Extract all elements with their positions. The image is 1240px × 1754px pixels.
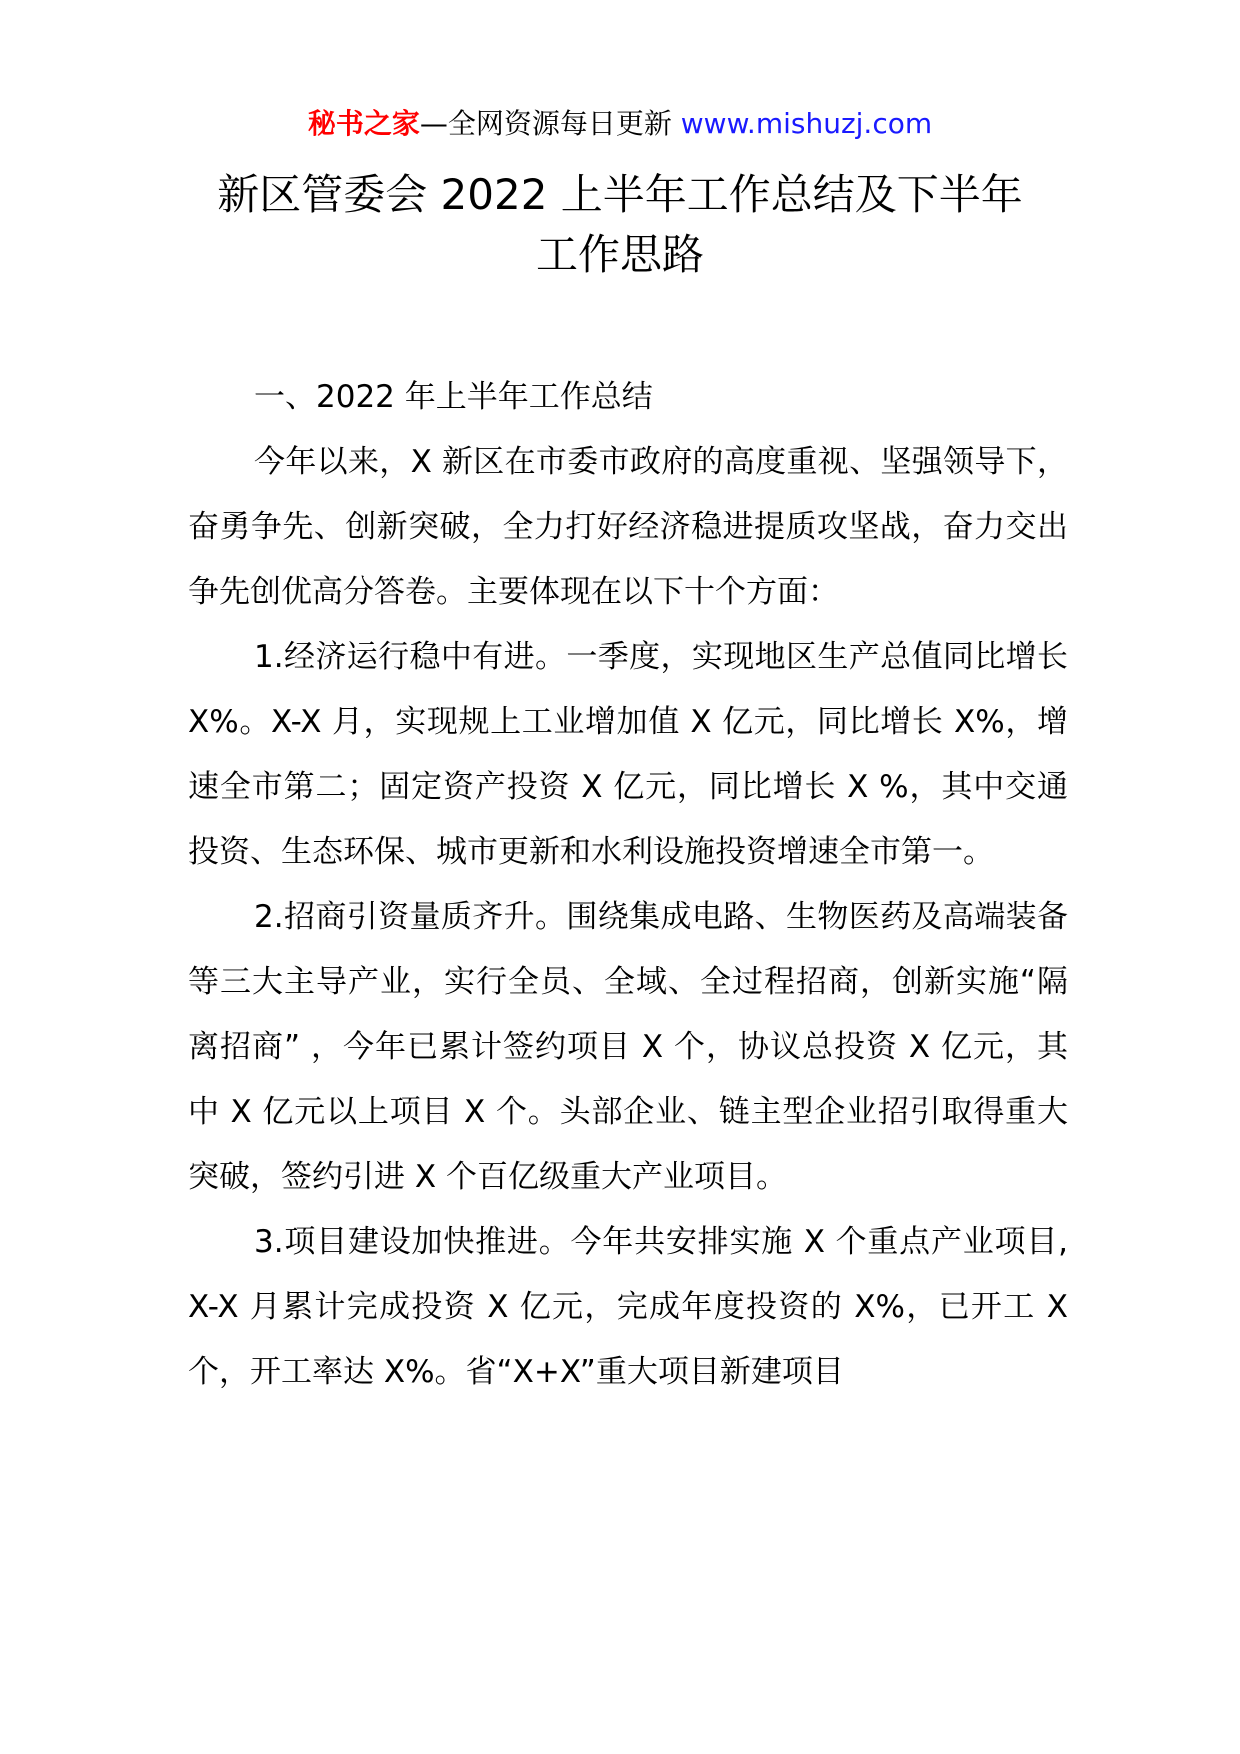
document-title — [150, 165, 1090, 285]
title-line-1: 新区管委会 2022 上半年工作总结及下半年 — [217, 170, 1023, 219]
header-url-link[interactable]: www.mishuzj.com — [680, 107, 933, 140]
header-tagline: —全网资源每日更新 — [419, 107, 681, 140]
document-body — [188, 365, 1068, 1405]
section-heading: 一、2022 年上半年工作总结 — [254, 379, 653, 415]
brand-name: 秘书之家 — [307, 107, 420, 140]
site-header — [0, 104, 1240, 144]
title-line-2: 工作思路 — [535, 230, 704, 279]
paragraph-item-3: 3.项目建设加快推进。今年共安排实施 X 个重点产业项目,X-X 月累计完成投资 X 亿元，完成年度投资的 X%，已开工 X 个，开工率达 X%。省“X+X”重大项目新建项目 — [188, 1224, 1068, 1390]
paragraph-item-1: 1.经济运行稳中有进。一季度，实现地区生产总值同比增长 X%。X-X 月，实现规上工业增加值 X 亿元，同比增长 X%，增速全市第二；固定资产投资 X 亿元，同比增长 X %，其中交通投资、生态环保、城市更新和水利设施投资增速全市第一。 — [188, 639, 1068, 870]
paragraph-item-2: 2.招商引资量质齐升。围绕集成电路、生物医药及高端装备等三大主导产业，实行全员、全域、全过程招商，创新实施“隔离招商” ，今年已累计签约项目 X 个，协议总投资 X 亿元，其中 X 亿元以上项目 X 个。头部企业、链主型企业招引取得重大突破，签约引进 X 个百亿级重大产业项目。 — [188, 899, 1068, 1195]
paragraph-intro: 今年以来，X 新区在市委市政府的高度重视、坚强领导下，奋勇争先、创新突破，全力打好经济稳进提质攻坚战，奋力交出争先创优高分答卷。主要体现在以下十个方面： — [188, 444, 1068, 610]
